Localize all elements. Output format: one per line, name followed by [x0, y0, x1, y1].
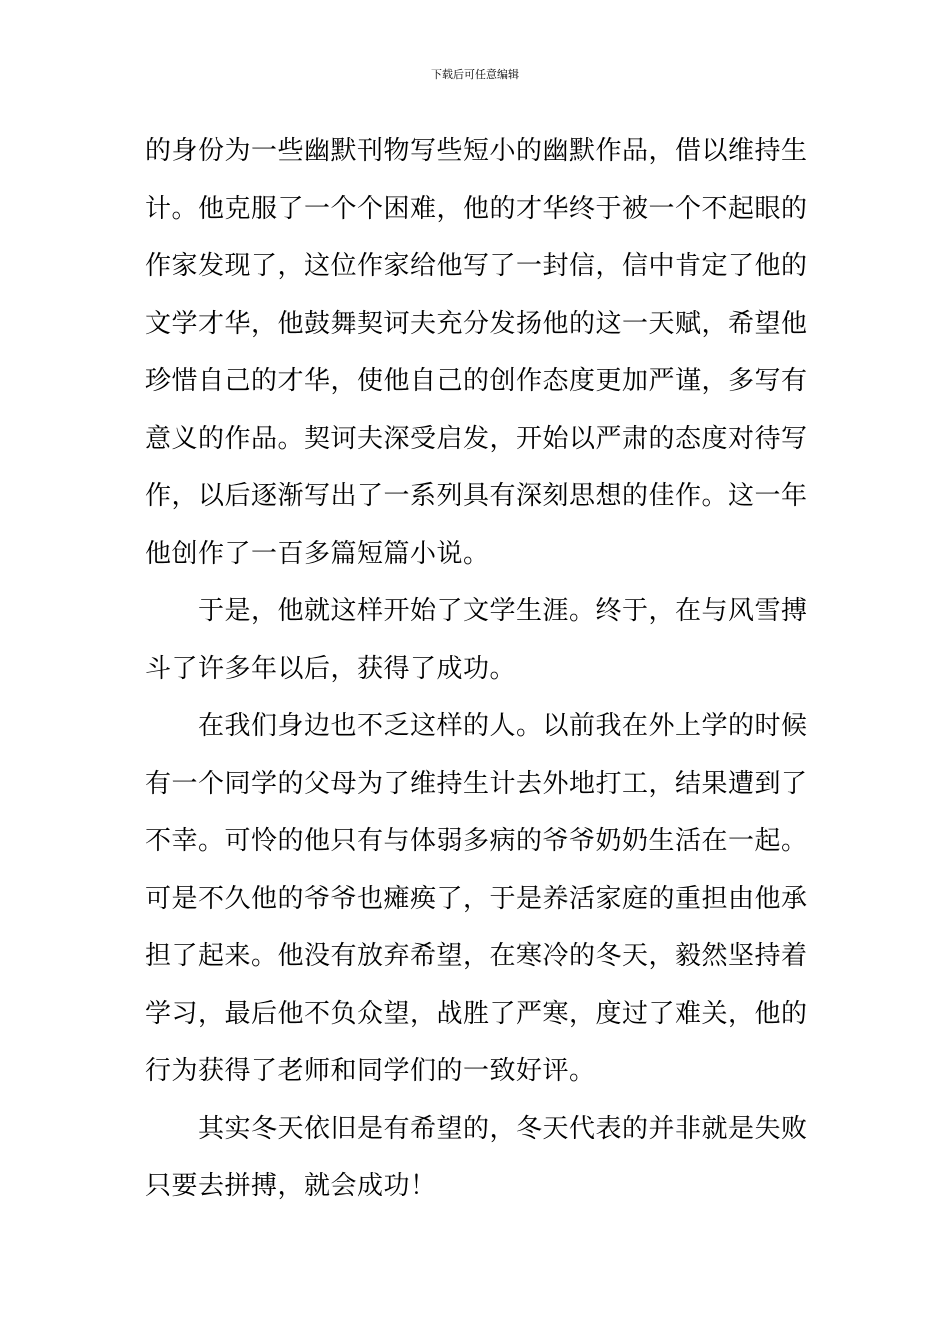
text-line: 不幸。可怜的他只有与体弱多病的爷爷奶奶生活在一起。 — [145, 826, 808, 856]
text-line: 学习，最后他不负众望，战胜了严寒，度过了难关，他的 — [145, 998, 808, 1029]
text-line: 的身份为一些幽默刊物写些短小的幽默作品，借以维持生 — [145, 136, 808, 166]
text-line: 担了起来。他没有放弃希望，在寒冷的冬天，毅然坚持着 — [145, 941, 808, 971]
document-body — [145, 123, 813, 1216]
page-header: 下载后可任意编辑 — [431, 68, 519, 81]
text-line: 作家发现了，这位作家给他写了一封信，信中肯定了他的 — [145, 251, 808, 281]
text-line: 他创作了一百多篇短篇小说。 — [145, 538, 490, 569]
text-line: 文学才华，他鼓舞契诃夫充分发扬他的这一天赋，希望他 — [145, 308, 808, 339]
text-line: 其实冬天依旧是有希望的，冬天代表的并非就是失败 — [198, 1113, 808, 1144]
text-line: 意义的作品。契诃夫深受启发，开始以严肃的态度对待写 — [145, 423, 808, 454]
text-line: 有一个同学的父母为了维持生计去外地打工，结果遭到了 — [145, 768, 808, 799]
text-line: 在我们身边也不乏这样的人。以前我在外上学的时候 — [198, 711, 808, 741]
text-line: 计。他克服了一个个困难，他的才华终于被一个不起眼的 — [145, 193, 808, 224]
paragraph — [145, 1101, 813, 1216]
text-line: 行为获得了老师和同学们的一致好评。 — [145, 1056, 596, 1086]
text-line: 斗了许多年以后，获得了成功。 — [145, 653, 517, 684]
paragraph — [145, 583, 813, 698]
text-line: 作，以后逐渐写出了一系列具有深刻思想的佳作。这一年 — [145, 481, 808, 511]
paragraph — [145, 698, 813, 1101]
paragraph — [145, 123, 813, 583]
text-line: 于是，他就这样开始了文学生涯。终于，在与风雪搏 — [198, 596, 808, 626]
text-line: 珍惜自己的才华，使他自己的创作态度更加严谨，多写有 — [145, 366, 808, 396]
text-line: 只要去拼搏，就会成功！ — [145, 1171, 437, 1201]
text-line: 可是不久他的爷爷也瘫痪了，于是养活家庭的重担由他承 — [145, 883, 808, 914]
